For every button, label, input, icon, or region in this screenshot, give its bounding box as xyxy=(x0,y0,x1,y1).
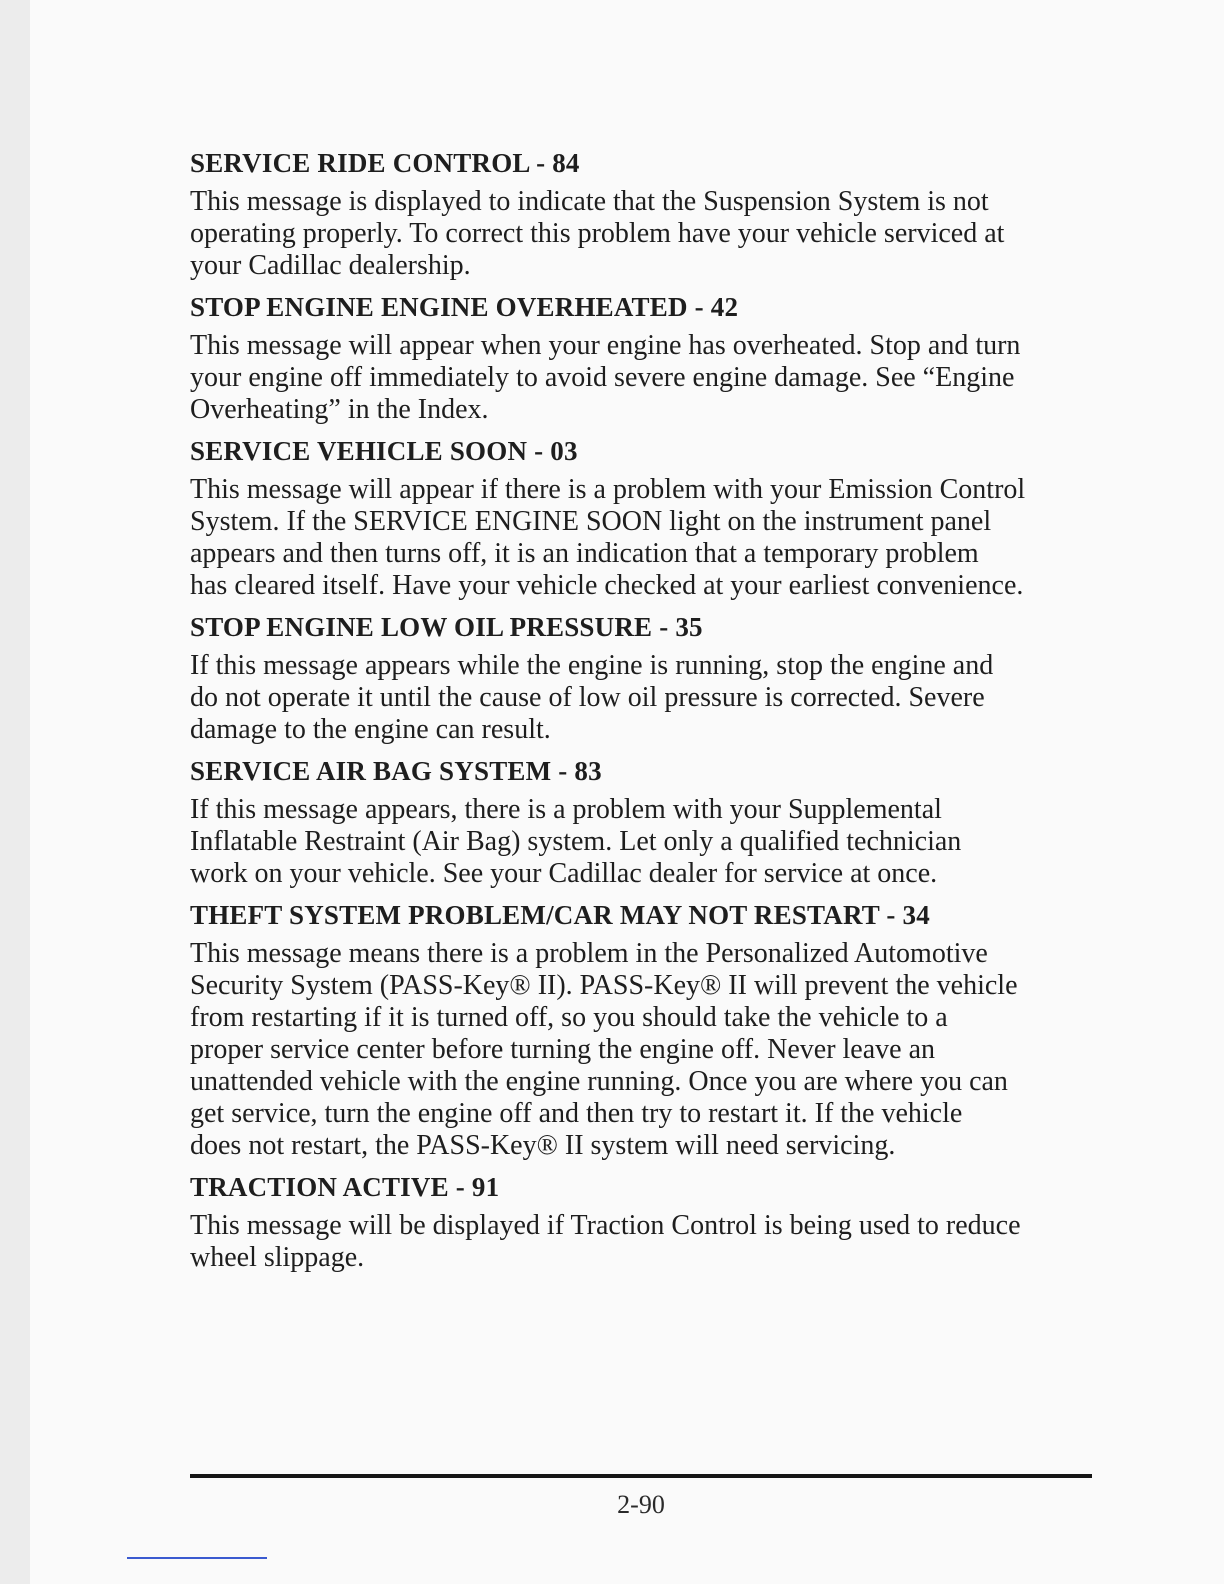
message-section-service-vehicle-soon xyxy=(190,434,1090,602)
message-section-traction-active xyxy=(190,1170,1090,1274)
section-heading: THEFT SYSTEM PROBLEM/CAR MAY NOT RESTART - 34 xyxy=(190,900,930,930)
page-number: 2-90 xyxy=(617,1490,665,1519)
message-section-service-ride-control xyxy=(190,146,1090,282)
section-body: This message will appear when your engine has overheated. Stop and turn your engine off immediately to avoid severe engine damage. See “Engine Overheating” in the Index. xyxy=(190,330,1021,425)
message-section-stop-engine-overheated xyxy=(190,290,1090,426)
section-heading: TRACTION ACTIVE - 91 xyxy=(190,1172,500,1202)
section-heading: SERVICE VEHICLE SOON - 03 xyxy=(190,436,578,466)
corner-divider xyxy=(127,1557,267,1559)
message-section-theft-system xyxy=(190,898,1090,1162)
section-body: This message means there is a problem in the Personalized Automotive Security System (PASS-Key® II). PASS-Key® II will prevent the vehicle from restarting if it is turned off, so you should take the vehicle to a proper service center before turning the engine off. Never leave an unattended vehicle with the engine running. Once you are where you can get service, turn the engine off and then try to restart it. If the vehicle does not restart, the PASS-Key® II system will need servicing. xyxy=(190,938,1018,1161)
footer-rule xyxy=(190,1474,1092,1478)
section-body: If this message appears, there is a problem with your Supplemental Inflatable Restraint (Air Bag) system. Let only a qualified technician work on your vehicle. See your Cadillac dealer for service at once. xyxy=(190,794,962,889)
section-heading: SERVICE AIR BAG SYSTEM - 83 xyxy=(190,756,602,786)
message-section-service-air-bag xyxy=(190,754,1090,890)
message-section-low-oil-pressure xyxy=(190,610,1090,746)
section-body: This message will appear if there is a problem with your Emission Control System. If the SERVICE ENGINE SOON light on the instrument panel appears and then turns off, it is an indication that a temporary problem has cleared itself. Have your vehicle checked at your earliest convenience. xyxy=(190,474,1026,601)
section-heading: SERVICE RIDE CONTROL - 84 xyxy=(190,148,580,178)
section-body: This message is displayed to indicate that the Suspension System is not operating properly. To correct this problem have your vehicle serviced at your Cadillac dealership. xyxy=(190,186,1005,281)
section-heading: STOP ENGINE ENGINE OVERHEATED - 42 xyxy=(190,292,739,322)
section-body: If this message appears while the engine is running, stop the engine and do not operate it until the cause of low oil pressure is corrected. Severe damage to the engine can result. xyxy=(190,650,994,745)
message-list xyxy=(190,146,1090,1282)
section-body: This message will be displayed if Traction Control is being used to reduce wheel slippage. xyxy=(190,1210,1021,1273)
section-heading: STOP ENGINE LOW OIL PRESSURE - 35 xyxy=(190,612,703,642)
